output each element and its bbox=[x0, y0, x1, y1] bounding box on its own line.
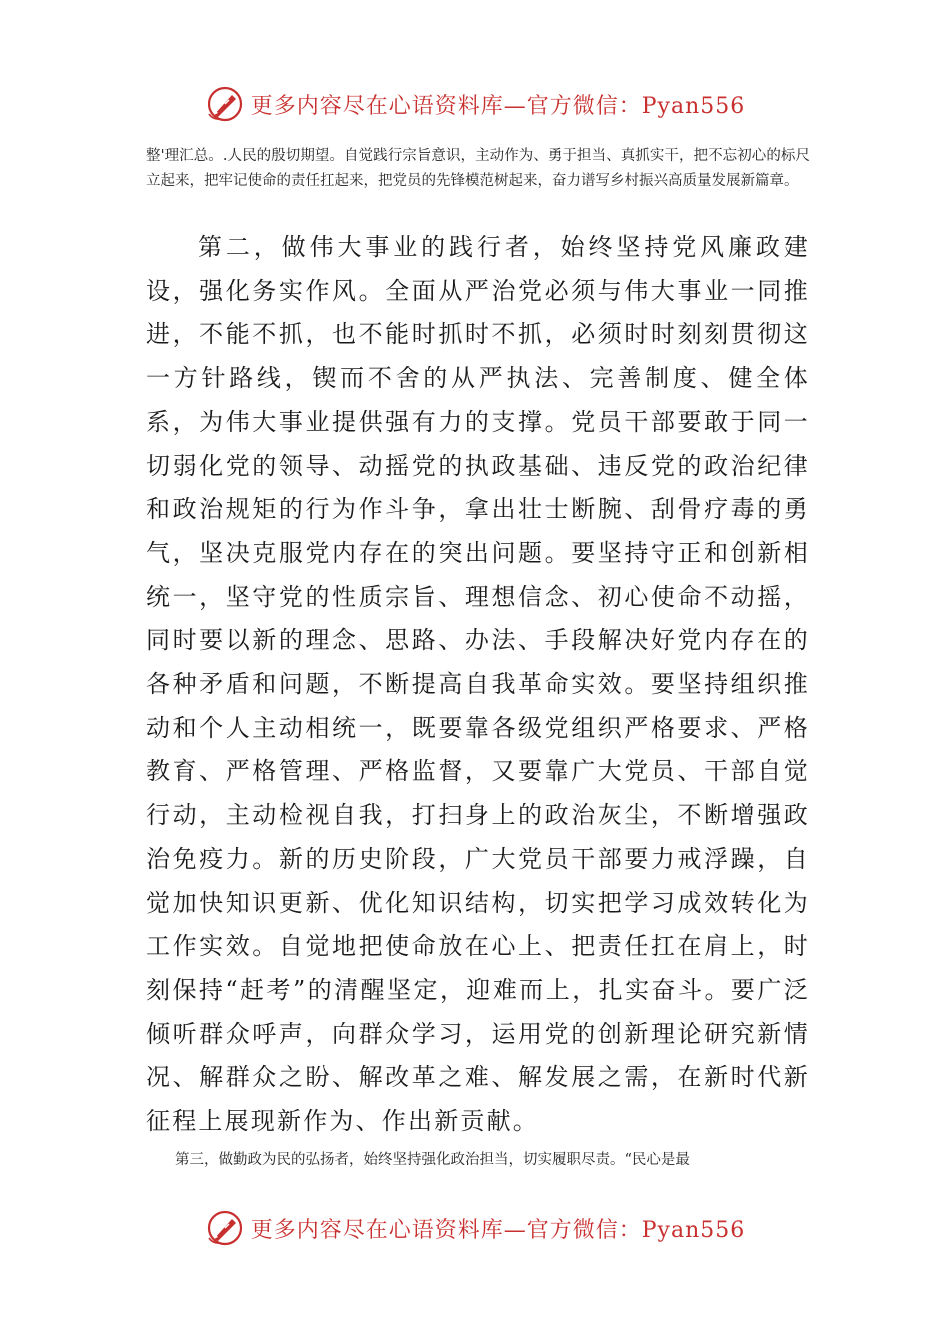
header-banner bbox=[0, 82, 950, 126]
pen-nib-icon bbox=[205, 1208, 245, 1248]
pen-nib-icon bbox=[205, 84, 245, 124]
intro-paragraph: 整'理汇总。.人民的殷切期望。自觉践行宗旨意识，主动作为、勇于担当、真抓实干，把不忘初心的标尺立起来，把牢记使命的责任扛起来，把党员的先锋模范树起来，奋力谱写乡村振兴高质量发展新篇章。 bbox=[146, 148, 810, 189]
footer-banner bbox=[0, 1206, 950, 1250]
banner-text: 更多内容尽在心语资料库—官方微信：Pyan556 bbox=[250, 1217, 746, 1243]
third-point-paragraph: 第三，做勤政为民的弘扬者，始终坚持强化政治担当，切实履职尽责。“民心是最 bbox=[175, 1152, 690, 1168]
second-point-paragraph: 第二，做伟大事业的践行者，始终坚持党风廉政建设，强化务实作风。全面从严治党必须与伟大事业一同推进，不能不抓，也不能时抓时不抓，必须时时刻刻贯彻这一方针路线，锲而不舍的从严执法、完善制度、健全体系，为伟大事业提供强有力的支撑。党员干部要敢于同一切弱化党的领导、动摇党的执政基础、违反党的政治纪律和政治规矩的行为作斗争，拿出壮士断腕、刮骨疗毒的勇气，坚决克服党内存在的突出问题。要坚持守正和创新相统一，坚守党的性质宗旨、理想信念、初心使命不动摇，同时要以新的理念、思路、办法、手段解决好党内存在的各种矛盾和问题，不断提高自我革命实效。要坚持组织推动和个人主动相统一，既要靠各级党组织严格要求、严格教育、严格管理、严格监督，又要靠广大党员、干部自觉行动，主动检视自我，打扫身上的政治灰尘，不断增强政治免疫力。新的历史阶段，广大党员干部要力戒浮躁，自觉加快知识更新、优化知识结构，切实把学习成效转化为工作实效。自觉地把使命放在心上、把责任扛在肩上，时刻保持“赶考”的清醒坚定，迎难而上，扎实奋斗。要广泛倾听群众呼声，向群众学习，运用党的创新理论研究新情况、解群众之盼、解改革之难、解发展之需，在新时代新征程上展现新作为、作出新贡献。 bbox=[146, 233, 810, 1136]
banner-text: 更多内容尽在心语资料库—官方微信：Pyan556 bbox=[250, 93, 746, 119]
